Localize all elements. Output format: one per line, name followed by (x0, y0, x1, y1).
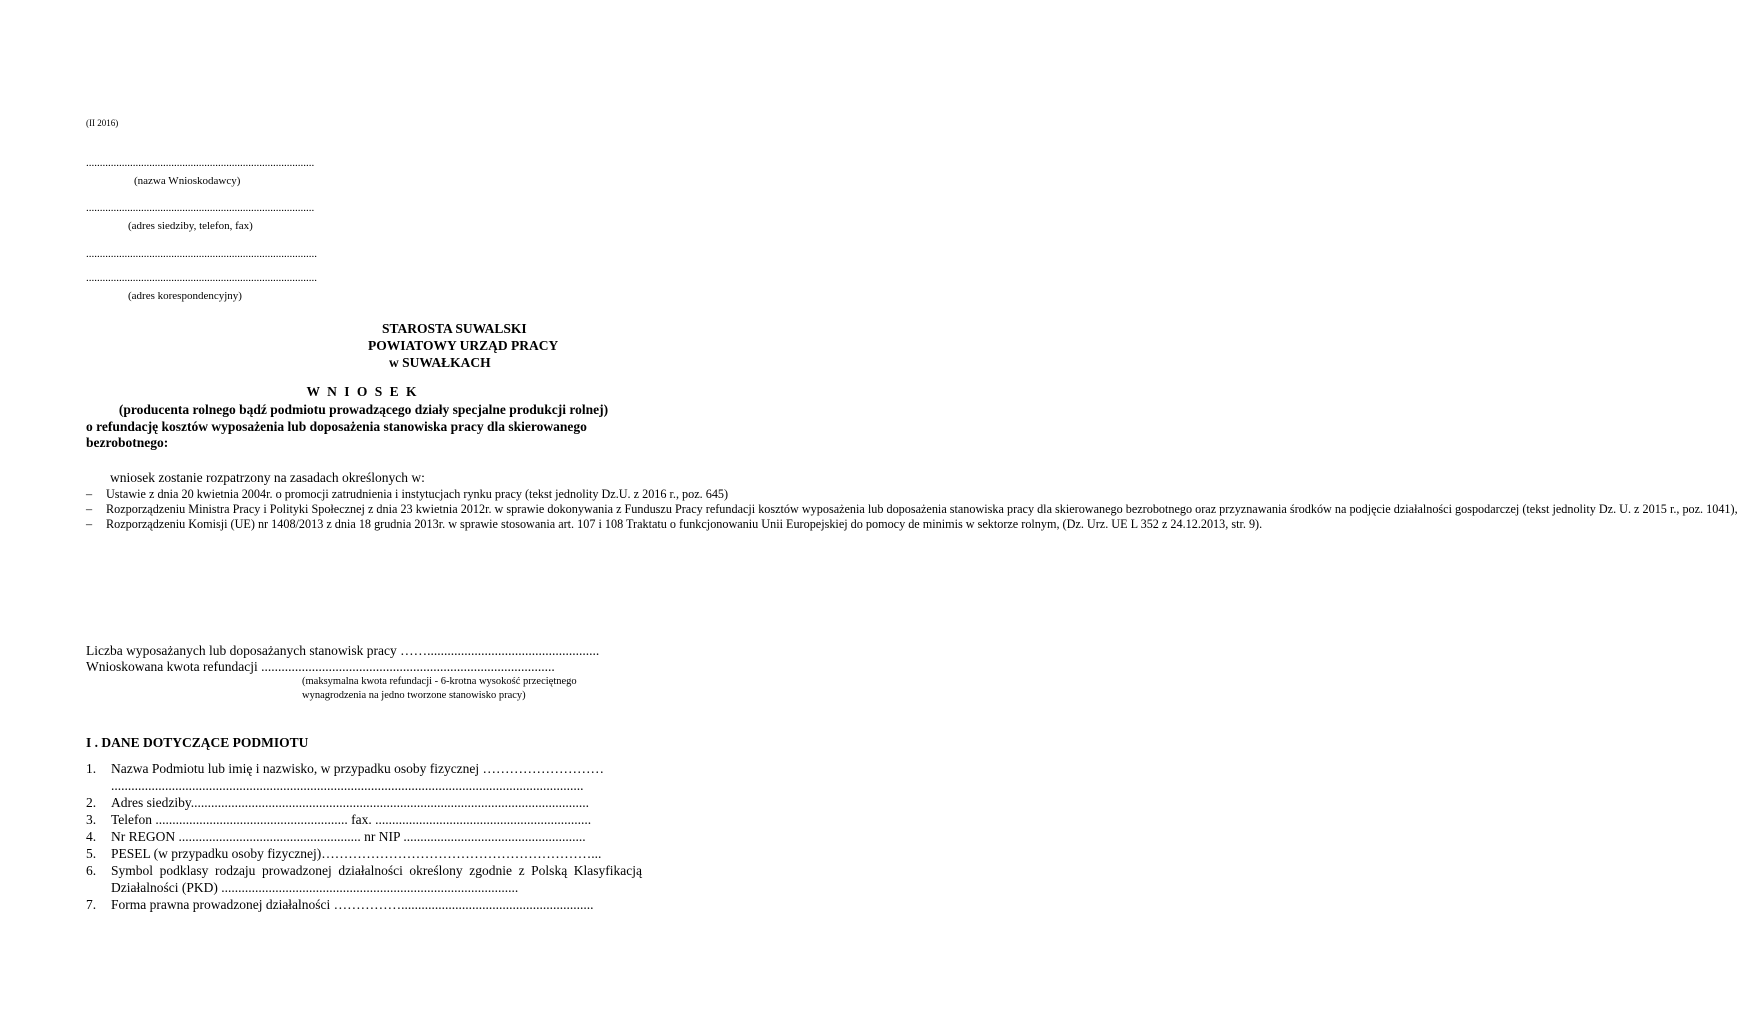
item-number: 5. (86, 846, 97, 861)
section-heading: I . DANE DOTYCZĄCE PODMIOTU (86, 735, 309, 750)
max-refund-note: (maksymalna kwota refundacji - 6-krotna wysokość przeciętnego wynagrodzenia na jedno tworzone stanowisko pracy) (302, 676, 577, 701)
document-subtitle (86, 402, 641, 452)
refund-amount-field[interactable]: Wnioskowana kwota refundacji ....................................................................................... (86, 659, 555, 674)
item-text: Adres siedziby...................................................................................................................... (111, 795, 589, 810)
recipient-line-2: POWIATOWY URZĄD PRACY (368, 338, 559, 353)
item-number: 6. (86, 863, 97, 878)
document-title: W N I O S E K (306, 384, 419, 399)
entity-field-address[interactable] (86, 794, 642, 811)
legal-basis-item (86, 517, 1263, 532)
recipient-line-3: w SUWAŁKACH (389, 355, 491, 370)
item-number: 7. (86, 897, 97, 912)
legal-basis-item (86, 487, 729, 502)
applicant-name-caption: (nazwa Wnioskodawcy) (134, 175, 241, 187)
subtitle-line-1: (producenta rolnego bądź podmiotu prowadzącego działy specjalne produkcji rolnej) (118, 402, 609, 417)
legal-basis-item (86, 502, 1738, 517)
correspondence-address-field-1[interactable]: .................................................................................... (86, 248, 317, 260)
item-text: Nr REGON ...................................................... nr NIP ...................................................... (111, 829, 586, 844)
workstations-count-field[interactable]: Liczba wyposażanych lub doposażanych stanowisk pracy ……................................................... (86, 643, 600, 658)
item-text: ............................................................................................................................................ (111, 778, 584, 793)
entity-field-phone-fax[interactable] (86, 811, 642, 828)
item-text: Telefon ......................................................... fax. ................................................................ (111, 812, 592, 827)
applicant-address-field[interactable]: ................................................................................... (86, 202, 315, 214)
dash-bullet: – (86, 487, 93, 501)
entity-field-legal-form[interactable] (86, 896, 642, 913)
legal-basis-text: Rozporządzeniu Ministra Pracy i Polityki Społecznej z dnia 23 kwietnia 2012r. w sprawie dokonywania z Funduszu Pracy refundacji kosztów wyposażenia lub doposażenia stanowiska pracy dla skierowanego bezrobotnego oraz przyznawania środków na podjęcie działalności gospodarczej (tekst jednolity Dz. U. z 2015 r., poz. 1041), (106, 502, 1738, 516)
subtitle-line-2: o refundację kosztów wyposażenia lub doposażenia stanowiska pracy dla skierowanego bezrobotnego: (86, 418, 587, 450)
legal-basis-text: Ustawie z dnia 20 kwietnia 2004r. o promocji zatrudnienia i instytucjach rynku pracy (tekst jednolity Dz.U. z 2016 r., poz. 645) (106, 487, 729, 501)
item-text: Symbol podklasy rodzaju prowadzonej działalności określony zgodnie z Polską Klasyfikacją Działalności (PKD) ........................................................................................ (111, 863, 642, 895)
applicant-name-field[interactable]: ................................................................................... (86, 157, 315, 169)
legal-basis-intro: wniosek zostanie rozpatrzony na zasadach określonych w: (110, 470, 425, 485)
item-text: Nazwa Podmiotu lub imię i nazwisko, w przypadku osoby fizycznej ……………………… (111, 761, 605, 776)
item-number: 2. (86, 795, 97, 810)
legal-basis-list (86, 487, 1738, 532)
entity-field-name-continued[interactable] (86, 777, 642, 794)
entity-field-regon-nip[interactable] (86, 828, 642, 845)
legal-basis-text: Rozporządzeniu Komisji (UE) nr 1408/2013 z dnia 18 grudnia 2013r. w sprawie stosowania art. 107 i 108 Traktatu o funkcjonowaniu Unii Europejskiej do pomocy de minimis w sektorze rolnym, (Dz. Urz. UE L 352 z 24.12.2013, str. 9). (106, 517, 1263, 531)
correspondence-address-field-2[interactable]: .................................................................................... (86, 272, 317, 284)
entity-field-name[interactable] (86, 760, 642, 777)
item-number: 1. (86, 761, 97, 776)
item-text: Forma prawna prowadzonej działalności ……………......................................................... (111, 897, 594, 912)
recipient-line-1: STAROSTA SUWALSKI (382, 321, 527, 336)
entity-field-pesel[interactable] (86, 845, 642, 862)
dash-bullet: – (86, 517, 93, 531)
entity-field-pkd[interactable] (86, 862, 642, 896)
form-version: (II 2016) (86, 118, 119, 128)
item-number: 3. (86, 812, 97, 827)
entity-data-list (86, 760, 642, 913)
item-text: PESEL (w przypadku osoby fizycznej)……………………………………………………... (111, 846, 602, 861)
correspondence-address-caption: (adres korespondencyjny) (128, 290, 242, 302)
dash-bullet: – (86, 502, 93, 516)
item-number: 4. (86, 829, 97, 844)
applicant-address-caption: (adres siedziby, telefon, fax) (128, 220, 253, 232)
